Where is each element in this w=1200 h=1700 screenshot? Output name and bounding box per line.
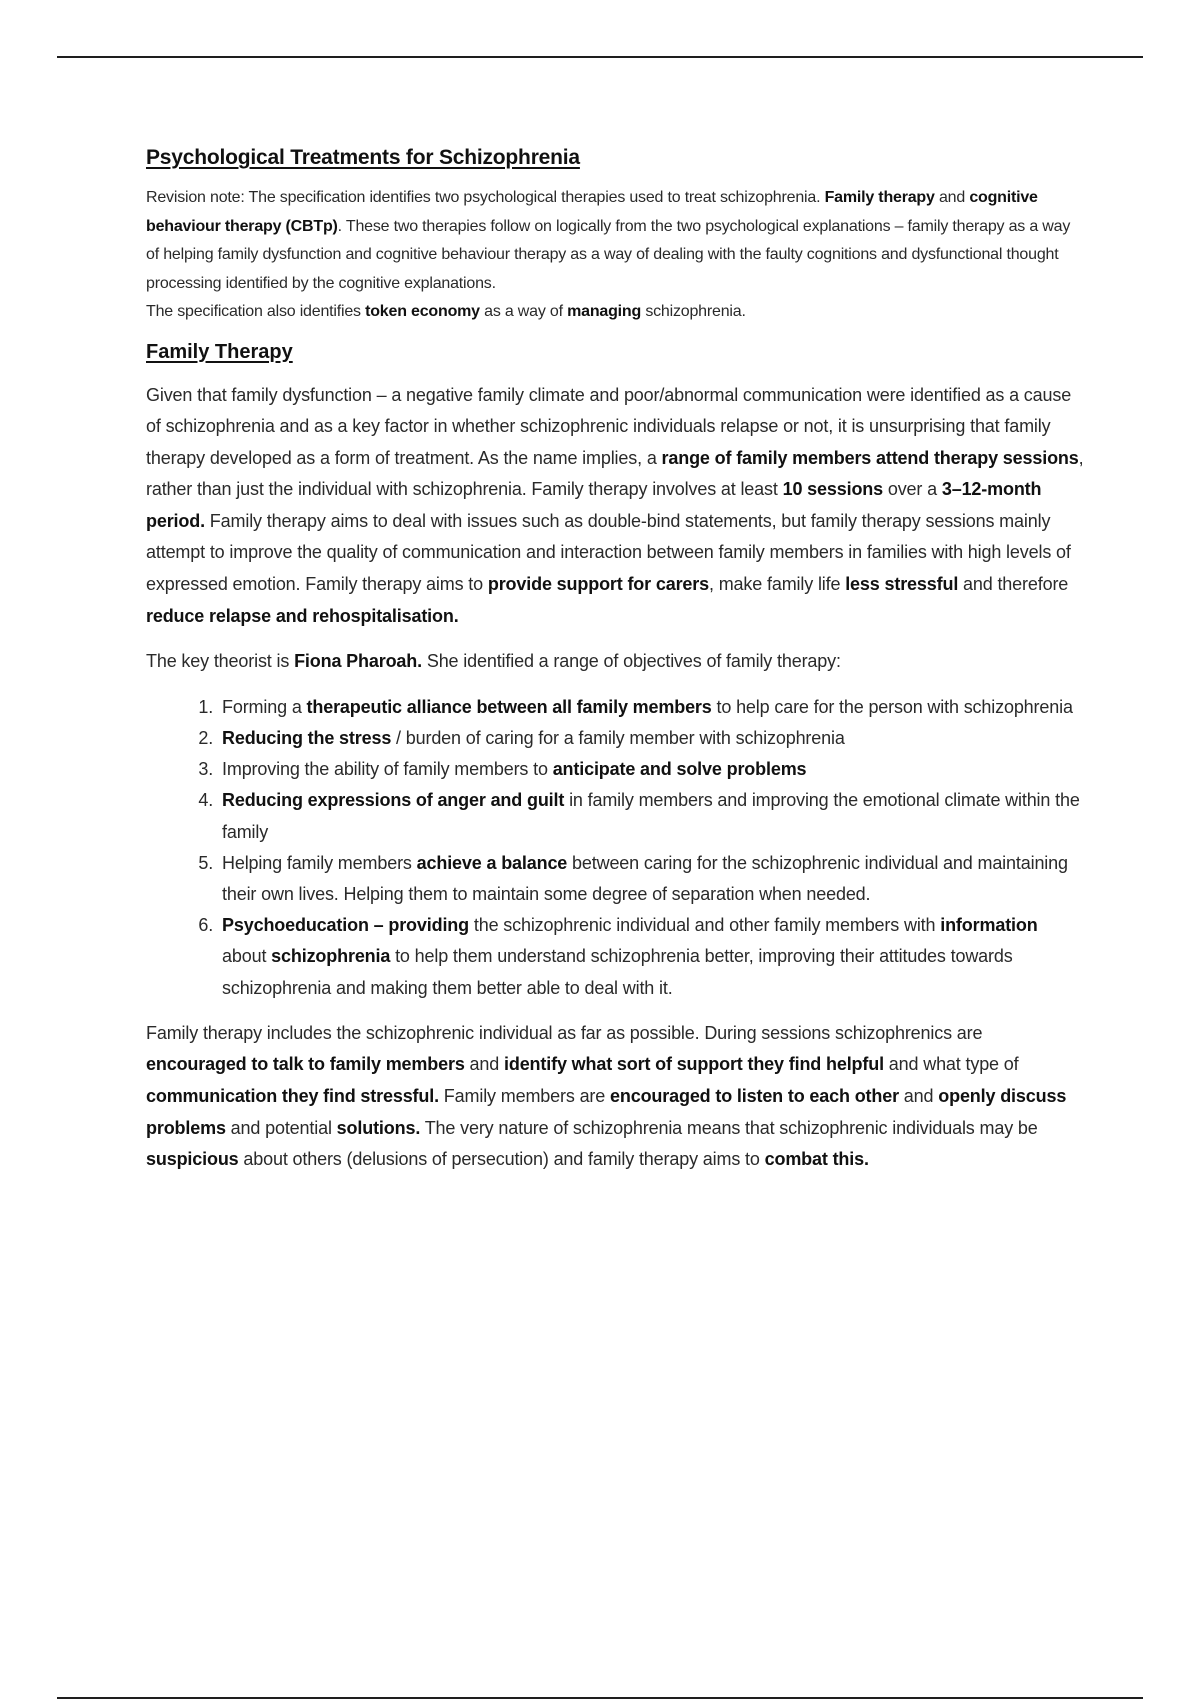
bold-text: encouraged to listen to each other (610, 1086, 899, 1107)
objective-item (218, 848, 1086, 910)
bold-text: provide support for carers (487, 574, 710, 595)
objectives-list (146, 692, 1086, 1004)
bold-text: Reducing expressions of anger and guilt (222, 790, 565, 811)
bold-text: combat this. (764, 1149, 869, 1170)
text-run: / burden of caring for a family member with schizophrenia (391, 728, 845, 749)
objective-item (218, 692, 1086, 723)
bold-text: suspicious (146, 1149, 239, 1170)
bold-text: range of family members attend therapy sessions (661, 447, 1079, 468)
header-rule (57, 56, 1143, 58)
text-run: to help them understand schizophrenia better, improving their attitudes towards schizophrenia and making them better able to deal with it. (222, 946, 1013, 998)
bold-text: less stressful (845, 574, 959, 595)
text-run: and potential (225, 1117, 337, 1138)
bold-text: encouraged to talk to family members (146, 1054, 465, 1075)
text-run: . These two therapies follow on logically from the two psychological explanations – family therapy as a way of helping family dysfunction and cognitive behaviour therapy as a way of dealing with the faulty cognitions and dysfunctional thought processing identified by the cognitive explanations. (146, 217, 1071, 292)
text-run: Family members are (438, 1086, 610, 1107)
text-run: Family therapy aims to deal with issues such as double-bind statements, but family therapy sessions mainly attempt to improve the quality of communication and interaction between family members in families with high levels of expressed emotion. Family therapy aims to (146, 510, 1071, 595)
bold-text: openly discuss problems (146, 1086, 1067, 1138)
text-run: as a way of (479, 303, 568, 320)
bold-text: Family therapy (824, 189, 935, 206)
bold-text: Psychoeducation – providing (222, 915, 469, 936)
bold-text: managing (567, 303, 642, 320)
bold-text: information (940, 915, 1038, 936)
text-run: and what type of (883, 1054, 1019, 1075)
bold-text: 10 sessions (782, 479, 883, 500)
page-content (146, 146, 1086, 1190)
text-run: Forming a (222, 696, 307, 717)
bold-text: Reducing the stress (222, 728, 392, 749)
bold-text: anticipate and solve problems (552, 759, 807, 780)
bold-text: token economy (365, 303, 480, 320)
section-heading-family-therapy: Family Therapy (146, 340, 293, 363)
revision-note (146, 184, 1086, 327)
text-run: and (464, 1054, 504, 1075)
text-run: and (934, 189, 970, 206)
text-run: Helping family members (222, 852, 417, 873)
text-run: schizophrenia. (641, 303, 746, 320)
text-run: and (898, 1086, 939, 1107)
bold-text: 3–12-month period. (146, 479, 1042, 531)
text-run: The specification also identifies (146, 303, 366, 320)
text-run: She identified a range of objectives of family therapy: (421, 651, 841, 672)
revision-note-text (146, 189, 1070, 292)
text-run: the schizophrenic individual and other family members with (469, 915, 941, 936)
revision-note-token-economy (146, 303, 746, 320)
text-run: , make family life (709, 574, 846, 595)
text-run: The key theorist is (146, 651, 295, 672)
objective-item (218, 910, 1086, 1004)
bold-text: therapeutic alliance between all family members (306, 696, 712, 717)
text-run: Given that family dysfunction – a negative family climate and poor/abnormal communication were identified as a cause of schizophrenia and as a key factor in whether schizophrenic individuals relapse or not, it is unsurprising that family therapy developed as a form of treatment. As the name implies, a (146, 384, 1072, 468)
bold-text: achieve a balance (416, 852, 568, 873)
bold-text: Fiona Pharoah. (294, 651, 422, 672)
bold-text: solutions. (336, 1117, 421, 1138)
text-run: about (222, 946, 272, 967)
intro-paragraph (146, 380, 1086, 633)
text-run: Revision note: The specification identifies two psychological therapies used to treat schizophrenia. (146, 189, 825, 206)
text-run: about others (delusions of persecution) and family therapy aims to (238, 1149, 765, 1170)
bold-text: cognitive behaviour therapy (CBTp) (146, 189, 1038, 235)
text-run: The very nature of schizophrenia means that schizophrenic individuals may be (420, 1117, 1038, 1138)
text-run: between caring for the schizophrenic individual and maintaining their own lives. Helping them to maintain some degree of separation when needed. (222, 852, 1068, 905)
text-run: and therefore (958, 574, 1069, 595)
footer-rule (57, 1697, 1143, 1699)
bold-text: reduce relapse and rehospitalisation. (146, 605, 459, 626)
text-run: in family members and improving the emotional climate within the family (222, 790, 1080, 842)
objective-item (218, 723, 1086, 754)
text-run: Improving the ability of family members to (222, 759, 553, 780)
bold-text: schizophrenia (271, 946, 391, 967)
document-title: Psychological Treatments for Schizophrenia (146, 146, 580, 169)
objective-item (218, 754, 1086, 785)
text-run: Family therapy includes the schizophrenic individual as far as possible. During sessions schizophrenics are (146, 1022, 983, 1043)
objective-item (218, 785, 1086, 847)
text-run: , rather than just the individual with schizophrenia. Family therapy involves at least (146, 447, 1084, 500)
bold-text: communication they find stressful. (146, 1086, 439, 1107)
text-run: to help care for the person with schizophrenia (711, 696, 1073, 717)
theorist-paragraph (146, 646, 1086, 678)
text-run: over a (883, 479, 942, 500)
closing-paragraph (146, 1018, 1086, 1176)
bold-text: identify what sort of support they find helpful (504, 1054, 884, 1075)
